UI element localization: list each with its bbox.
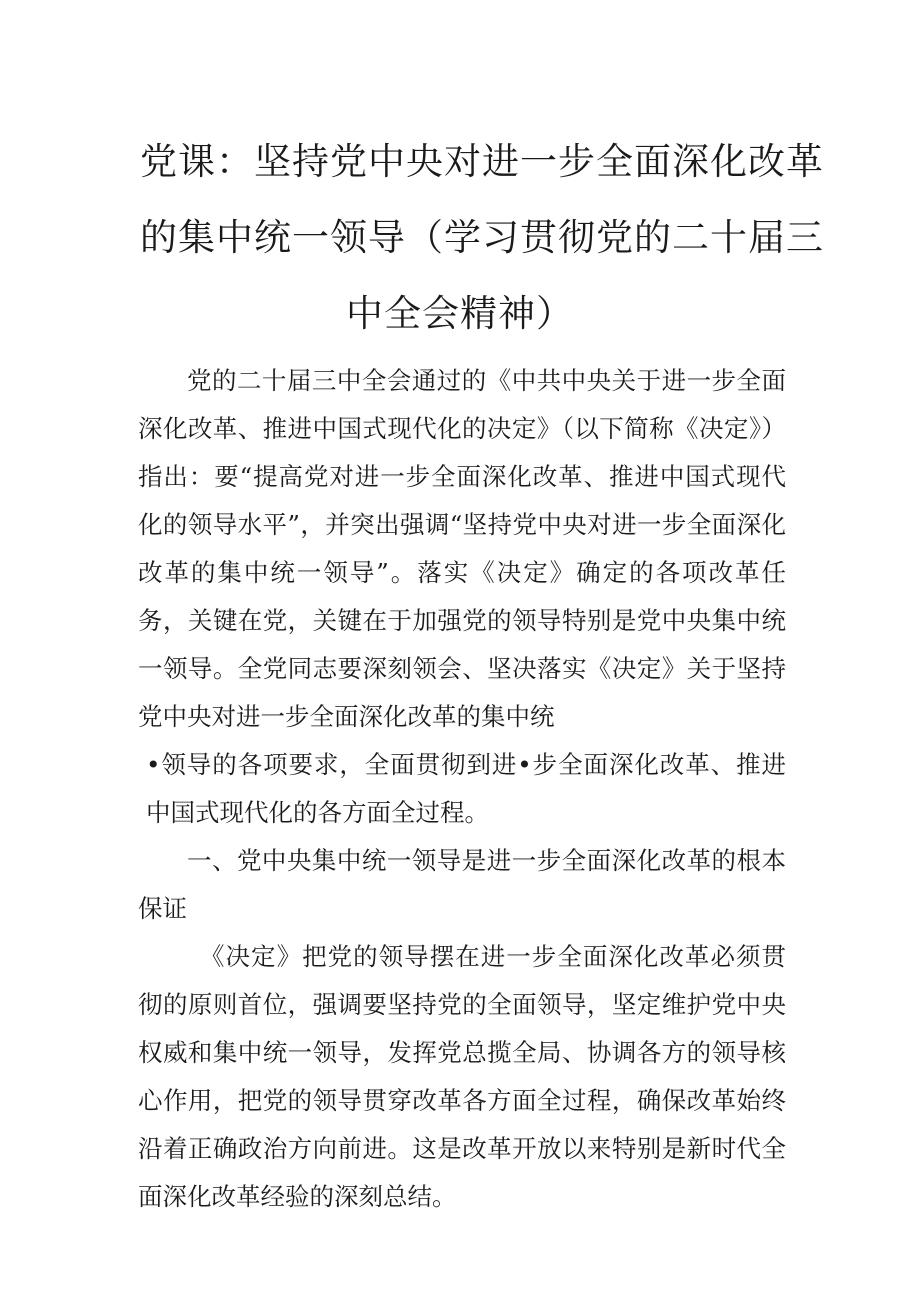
document-title (140, 124, 824, 352)
paragraph-intro: 党的二十届三中全会通过的《中共中央关于进一步全面深化改革、推进中国式现代化的决定》（以下简称《决定》）指出：要“提高党对进一步全面深化改革、推进中国式现代化的领导水平”，并突出强调“坚持党中央对进一步全面深化改革的集中统一领导”。落实《决定》确定的各项改革任务，关键在党，关键在于加强党的领导特别是党中央集中统一领导。全党同志要深刻领会、坚决落实《决定》关于坚持党中央对进一步全面深化改革的集中统 (138, 366, 786, 731)
paragraph-section-1: 《决定》把党的领导摆在进一步全面深化改革必须贯彻的原则首位，强调要坚持党的全面领导，坚定维护党中央权威和集中统一领导，发挥党总揽全局、协调各方的领导核心作用，把党的领导贯穿改革各方面全过程，确保改革始终沿着正确政治方向前进。这是改革开放以来特别是新时代全面深化改革经验的深刻总结。 (138, 942, 786, 1211)
title-line: 的集中统一领导（学习贯彻党的二十届三 (140, 216, 824, 259)
title-line: 中全会精神） (346, 292, 574, 335)
paragraph-continuation: •领导的各项要求，全面贯彻到进•步全面深化改革、推进中国式现代化的各方面全过程。 (146, 750, 786, 827)
section-heading-1: 一、党中央集中统一领导是进一步全面深化改革的根本保证 (138, 846, 786, 923)
title-line: 党课：坚持党中央对进一步全面深化改革 (140, 140, 824, 183)
document-body (138, 357, 786, 1221)
